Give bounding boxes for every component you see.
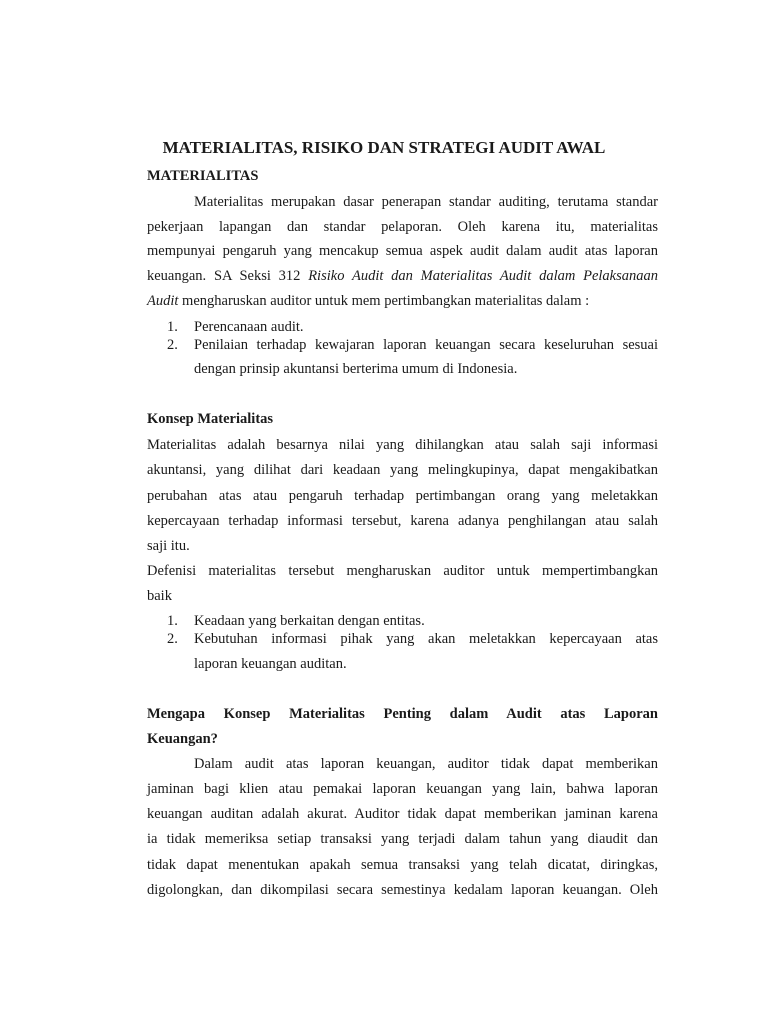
- list-item-continuation: dengan prinsip akuntansi berterima umum di Indonesia.: [194, 361, 518, 377]
- paragraph-line: keuangan auditan adalah akurat. Auditor tidak dapat memberikan jaminan karena: [147, 806, 658, 822]
- paragraph-text: mengharuskan auditor untuk mem pertimbangkan materialitas dalam :: [178, 293, 590, 309]
- paragraph-line: Materialitas merupakan dasar penerapan standar auditing, terutama standar: [194, 194, 658, 210]
- paragraph-line: kepercayaan terhadap informasi tersebut, karena adanya penghilangan atau salah: [147, 513, 658, 529]
- list-number: 2.: [167, 631, 178, 647]
- list-number: 1.: [167, 319, 178, 335]
- paragraph-line: digolongkan, dan dikompilasi secara semestinya kedalam laporan keuangan. Oleh: [147, 882, 658, 898]
- paragraph-line: Materialitas adalah besarnya nilai yang dihilangkan atau salah saji informasi: [147, 437, 658, 453]
- paragraph-line: saji itu.: [147, 538, 190, 554]
- list-item: Keadaan yang berkaitan dengan entitas.: [194, 613, 425, 629]
- list-item-continuation: laporan keuangan auditan.: [194, 656, 347, 672]
- list-number: 1.: [167, 613, 178, 629]
- list-item: Kebutuhan informasi pihak yang akan meletakkan kepercayaan atas: [194, 631, 658, 647]
- paragraph-line: Dalam audit atas laporan keuangan, auditor tidak dapat memberikan: [194, 756, 658, 772]
- paragraph-line: [147, 267, 658, 285]
- paragraph-line: jaminan bagi klien atau pemakai laporan keuangan yang lain, bahwa laporan: [147, 781, 658, 797]
- paragraph-line: Defenisi materialitas tersebut mengharuskan auditor untuk mempertimbangkan: [147, 563, 658, 579]
- list-item: Perencanaan audit.: [194, 319, 304, 335]
- paragraph-line: akuntansi, yang dilihat dari keadaan yang melingkupinya, dapat mengakibatkan: [147, 462, 658, 478]
- paragraph-line: [147, 292, 658, 310]
- section-heading-materialitas: MATERIALITAS: [147, 168, 259, 184]
- paragraph-line: baik: [147, 588, 172, 604]
- section-heading-mengapa: Mengapa Konsep Materialitas Penting dalam Audit atas Laporan: [147, 706, 658, 722]
- paragraph-text: keuangan. SA Seksi 312: [147, 268, 309, 284]
- paragraph-line: pekerjaan lapangan dan standar pelaporan. Oleh karena itu, materialitas: [147, 219, 658, 235]
- paragraph-line: perubahan atas atau pengaruh terhadap pertimbangan orang yang meletakkan: [147, 488, 658, 504]
- list-number: 2.: [167, 337, 178, 353]
- paragraph-italic-text: Audit: [147, 293, 179, 309]
- section-heading-mengapa-continuation: Keuangan?: [147, 731, 218, 747]
- list-item: Penilaian terhadap kewajaran laporan keuangan secara keseluruhan sesuai: [194, 337, 658, 353]
- paragraph-line: ia tidak memeriksa setiap transaksi yang terjadi dalam tahun yang diaudit dan: [147, 831, 658, 847]
- document-title: MATERIALITAS, RISIKO DAN STRATEGI AUDIT AWAL: [162, 138, 606, 157]
- paragraph-line: tidak dapat menentukan apakah semua transaksi yang telah dicatat, diringkas,: [147, 857, 658, 873]
- paragraph-line: mempunyai pengaruh yang mencakup semua aspek audit dalam audit atas laporan: [147, 243, 658, 259]
- paragraph-italic-text: Risiko Audit dan Materialitas Audit dalam Pelaksanaan: [308, 268, 659, 284]
- section-heading-konsep: Konsep Materialitas: [147, 411, 274, 427]
